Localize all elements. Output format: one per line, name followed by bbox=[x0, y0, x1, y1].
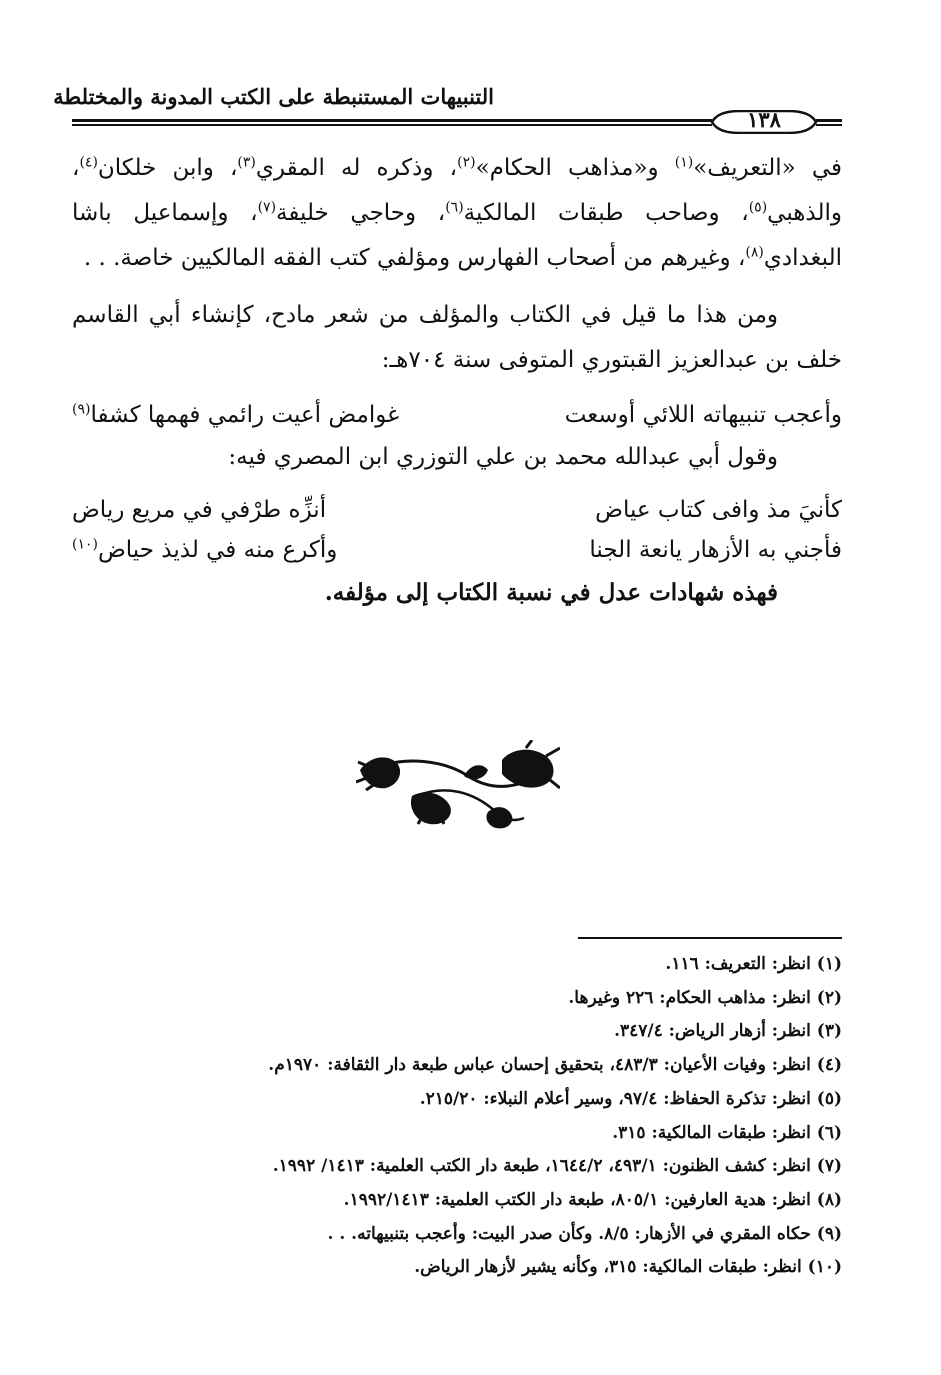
verse-block bbox=[72, 490, 842, 570]
footnote-ref-10: (١٠) bbox=[72, 536, 98, 553]
footnote-ref-2: (٢) bbox=[457, 154, 476, 171]
page-number: ١٣٨ bbox=[747, 107, 781, 132]
floral-ornament-icon bbox=[356, 740, 560, 832]
footnote: (٤) انظر: وفيات الأعيان: ٤٨٣/٣، بتحقيق إحسان عباس طبعة دار الثقافة: ١٩٧٠م. bbox=[268, 1055, 842, 1076]
footnote: (٥) انظر: تذكرة الحفاظ: ٩٧/٤، وسير أعلام النبلاء: ٢١٥/٢٠. bbox=[419, 1088, 842, 1109]
verse-second-half: وأكرع منه في لذيذ حياض$^{(١٠)}$ bbox=[72, 536, 338, 563]
footnote-separator bbox=[578, 937, 842, 939]
verse-line bbox=[72, 395, 842, 435]
main-text bbox=[72, 146, 842, 615]
paragraph-1: في «التعريف»$^{(١)}$ و«مذاهب الحكام»$^{(٢)}$، وذكره له المقري$^{(٣)}$، وابن خلكان$^{(٤)}$، والذهبي$^{(٥)}$، وصاحب طبقات المالكية$^{(٦)}$، وحاجي خليفة$^{(٧)}$، وإسماعيل باشا البغدادي$^{(٨)}$، وغيرهم من أصحاب الفهارس ومؤلفي كتب الفقه المالكيين خاصة. . . bbox=[72, 154, 842, 271]
verse-second-half: أنزِّه طرْفي في مريع رياض bbox=[72, 497, 327, 523]
footnote-ref-4: (٤) bbox=[79, 154, 98, 171]
running-header: التنبيهات المستنبطة على الكتب المدونة والمختلطة bbox=[53, 84, 494, 109]
closing-sentence: فهذه شهادات عدل في نسبة الكتاب إلى مؤلفه. bbox=[324, 579, 778, 606]
paragraph-2: ومن هذا ما قيل في الكتاب والمؤلف من شعر مادح، كإنشاء أبي القاسم خلف بن عبدالعزيز القبتوري المتوفى سنة ٧٠٤هـ: bbox=[72, 302, 842, 373]
verse-line bbox=[72, 490, 842, 530]
footnote: (٢) انظر: مذاهب الحكام: ٢٢٦ وغيرها. bbox=[568, 987, 842, 1008]
footnote: (١٠) انظر: طبقات المالكية: ٣١٥، وكأنه يشير لأزهار الرياض. bbox=[414, 1257, 842, 1278]
footnotes bbox=[72, 948, 842, 1285]
footnote-ref-1: (١) bbox=[674, 154, 694, 171]
verse-first-half: كأنيَ مذ وافى كتاب عياض bbox=[595, 497, 842, 523]
footnote: (٦) انظر: طبقات المالكية: ٣١٥. bbox=[612, 1122, 842, 1143]
verse-line bbox=[72, 530, 842, 570]
footnote-ref-8: (٨) bbox=[745, 244, 764, 261]
verse-intro: وقول أبي عبدالله محمد بن علي التوزري ابن المصري فيه: bbox=[228, 444, 778, 470]
verse-second-half: غوامض أعيت رائمي فهمها كشفا$^{(٩)}$ bbox=[72, 401, 400, 428]
footnote: (٩) حكاه المقري في الأزهار: ٨/٥. وكأن صدر البيت: وأعجب بتنبيهاته. . . bbox=[327, 1223, 842, 1244]
footnote-ref-9: (٩) bbox=[72, 401, 91, 418]
footnote-ref-3: (٣) bbox=[237, 154, 256, 171]
verse-first-half: وأعجب تنبيهاته اللائي أوسعت bbox=[564, 402, 842, 428]
footnote: (١) انظر: التعريف: ١١٦. bbox=[665, 954, 842, 974]
footnote: (٨) انظر: هدية العارفين: ٨٠٥/١، طبعة دار الكتب العلمية: ١٩٩٢/١٤١٣. bbox=[343, 1189, 842, 1210]
footnote-ref-6: (٦) bbox=[445, 199, 464, 216]
footnote: (٧) انظر: كشف الظنون: ٤٩٣/١، ١٦٤٤/٢، طبعة دار الكتب العلمية: ١٤١٣/ ١٩٩٢. bbox=[272, 1156, 842, 1177]
footnote-ref-5: (٥) bbox=[748, 199, 768, 216]
verse-first-half: فأجني به الأزهار يانعة الجنا bbox=[589, 537, 842, 563]
footnote: (٣) انظر: أزهار الرياض: ٣٤٧/٤. bbox=[614, 1021, 842, 1042]
footnote-ref-7: (٧) bbox=[257, 199, 277, 216]
